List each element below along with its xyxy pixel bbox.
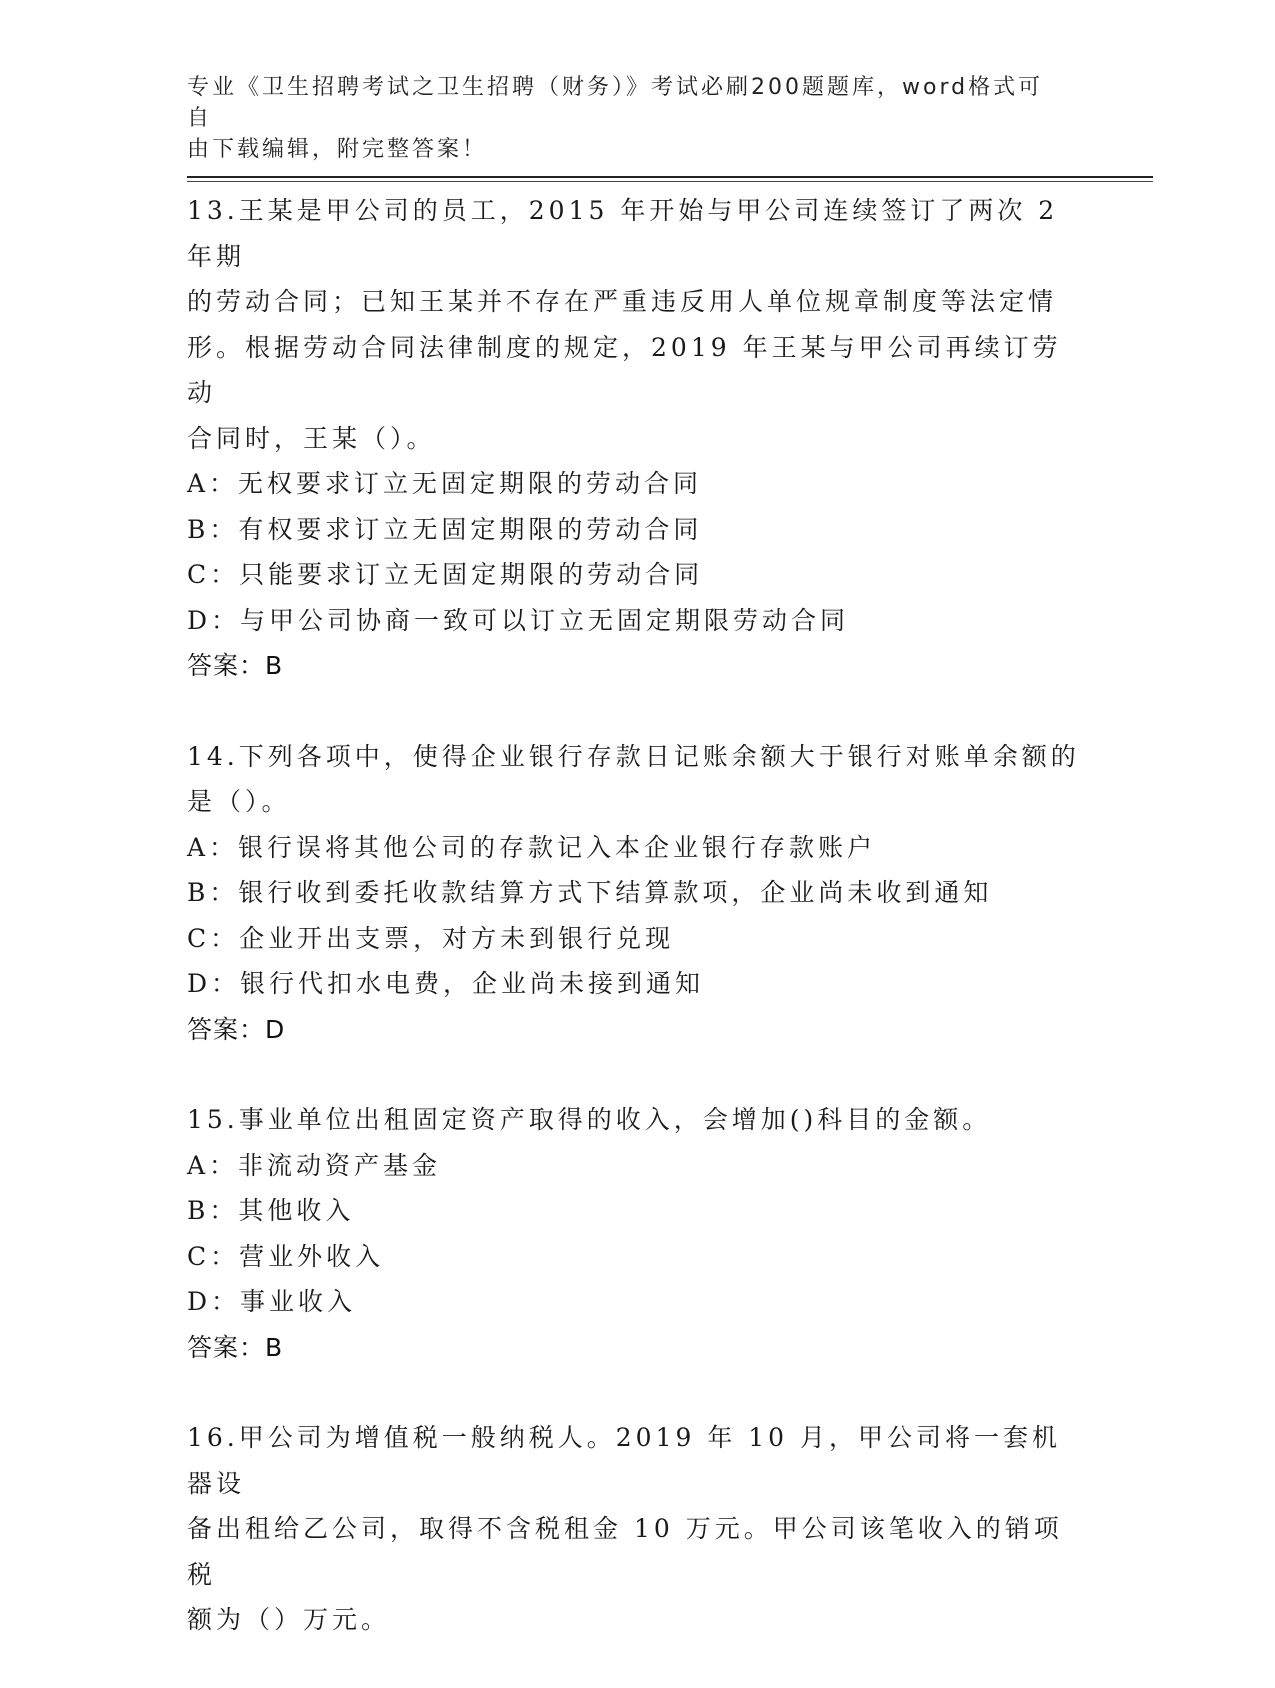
answer-line: 答案：D bbox=[187, 1014, 286, 1044]
question-14 bbox=[187, 734, 1087, 1053]
option-a: A：无权要求订立无固定期限的劳动合同 bbox=[187, 469, 703, 498]
header-line-2: 由下载编辑，附完整答案！ bbox=[187, 137, 488, 162]
question-stem-line: 13.王某是甲公司的员工，2015 年开始与甲公司连续签订了两次 2 年期 bbox=[187, 196, 1059, 271]
header-rule-thin bbox=[187, 181, 1153, 182]
question-stem-line: 合同时，王某（）。 bbox=[187, 423, 436, 453]
option-b: B：银行收到委托收款结算方式下结算款项，企业尚未收到通知 bbox=[187, 878, 993, 907]
option-b: B：有权要求订立无固定期限的劳动合同 bbox=[187, 514, 703, 544]
option-b: B：其他收入 bbox=[187, 1196, 355, 1225]
option-a: A：非流动资产基金 bbox=[187, 1150, 442, 1180]
header-line-1: 专业《卫生招聘考试之卫生招聘（财务）》考试必刷200题题库，word格式可自 bbox=[187, 75, 1044, 131]
question-stem-line: 14.下列各项中，使得企业银行存款日记账余额大于银行对账单余额的 bbox=[187, 741, 1080, 771]
answer-line: 答案：B bbox=[187, 651, 284, 680]
option-d: D：事业收入 bbox=[187, 1287, 357, 1316]
question-15 bbox=[187, 1097, 1087, 1370]
question-list bbox=[187, 188, 1087, 1688]
document-header bbox=[187, 72, 1067, 165]
option-d: D：与甲公司协商一致可以订立无固定期限劳动合同 bbox=[187, 605, 850, 635]
option-c: C：企业开出支票，对方未到银行兑现 bbox=[187, 923, 675, 953]
option-d: D：银行代扣水电费，企业尚未接到通知 bbox=[187, 969, 705, 998]
header-rule-thick bbox=[187, 176, 1153, 178]
question-16 bbox=[187, 1415, 1087, 1643]
question-stem-line: 是（）。 bbox=[187, 787, 291, 816]
answer-line: 答案：B bbox=[187, 1332, 284, 1362]
option-c: C：只能要求订立无固定期限的劳动合同 bbox=[187, 560, 704, 589]
question-13 bbox=[187, 188, 1087, 689]
question-stem-line: 的劳动合同；已知王某并不存在严重违反用人单位规章制度等法定情 bbox=[187, 287, 1058, 316]
question-stem-line: 备出租给乙公司，取得不含税租金 10 万元。甲公司该笔收入的销项税 bbox=[187, 1514, 1063, 1589]
option-c: C：营业外收入 bbox=[187, 1241, 385, 1271]
question-stem-line: 形。根据劳动合同法律制度的规定，2019 年王某与甲公司再续订劳动 bbox=[187, 332, 1062, 407]
option-a: A：银行误将其他公司的存款记入本企业银行存款账户 bbox=[187, 832, 877, 862]
question-stem-line: 16.甲公司为增值税一般纳税人。2019 年 10 月，甲公司将一套机器设 bbox=[187, 1423, 1062, 1498]
question-stem-line: 15.事业单位出租固定资产取得的收入，会增加()科目的金额。 bbox=[187, 1105, 992, 1134]
question-stem-line: 额为（）万元。 bbox=[187, 1605, 391, 1634]
